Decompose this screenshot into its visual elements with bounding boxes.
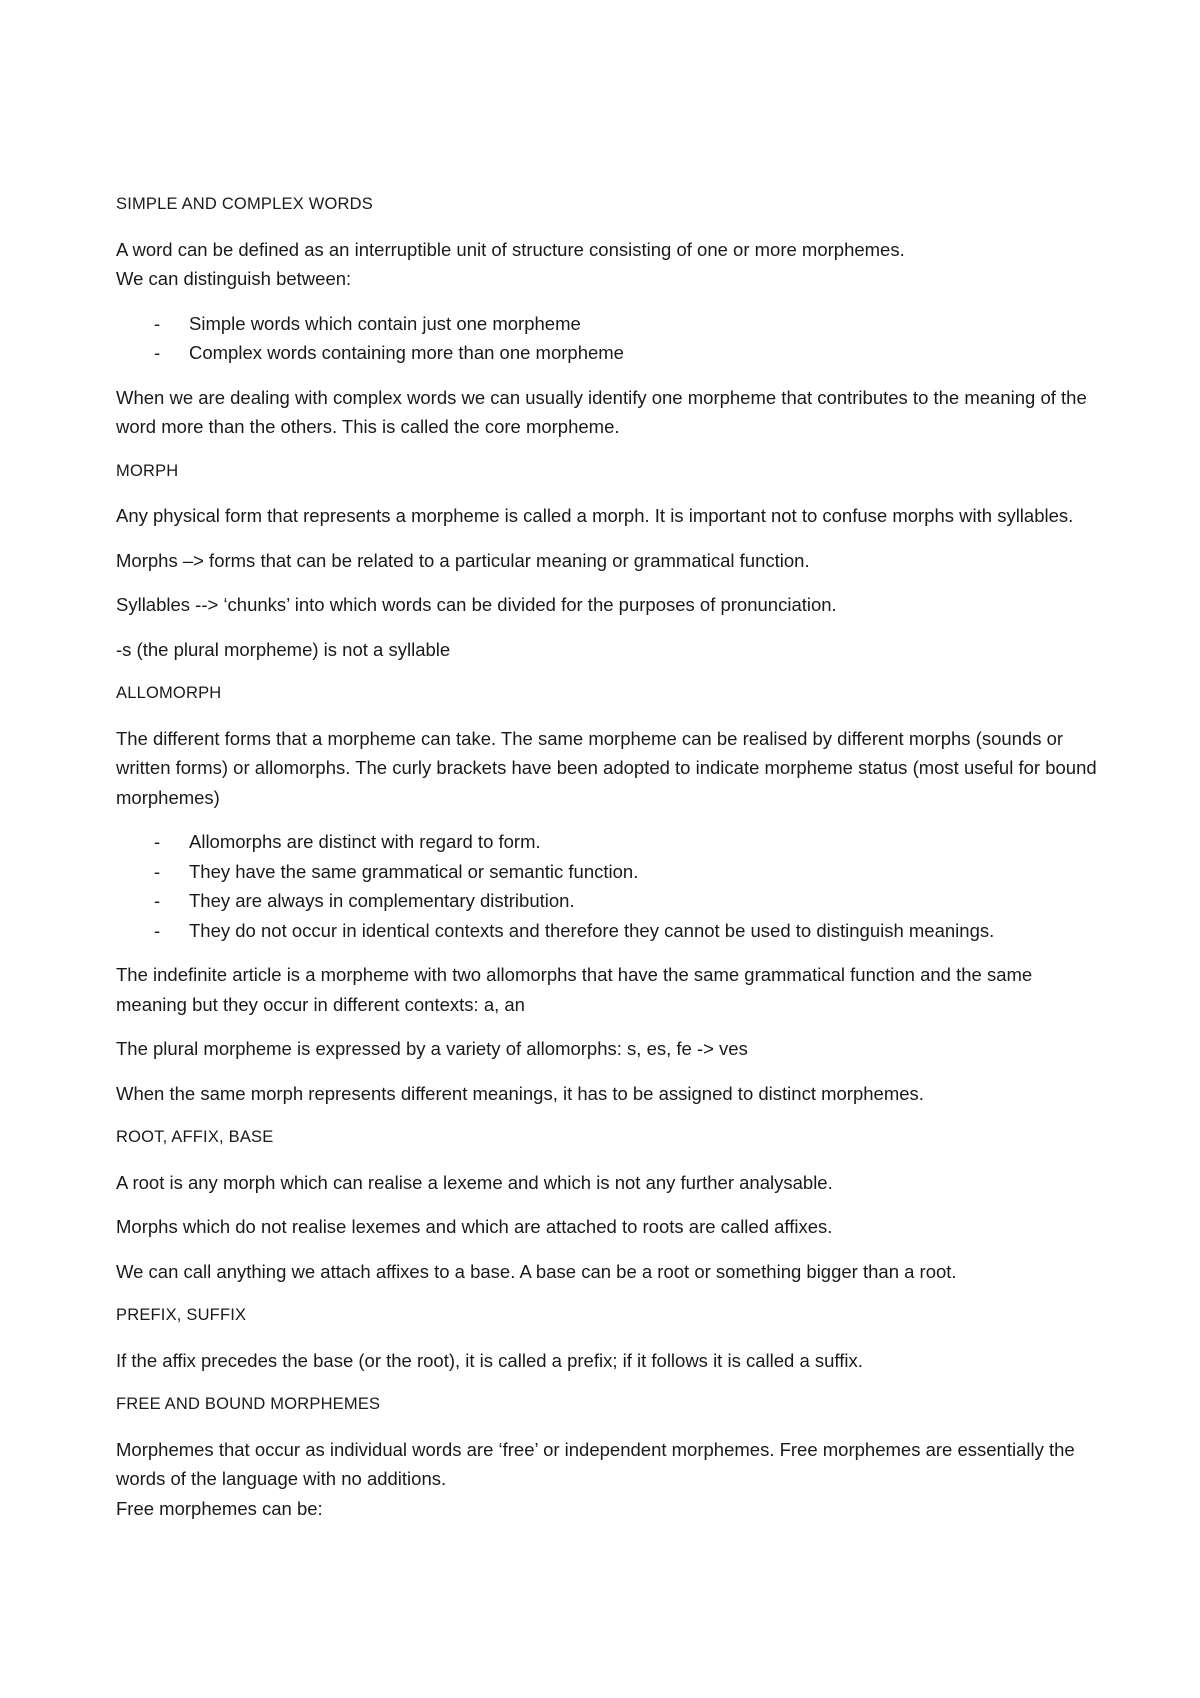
list-item-text: Simple words which contain just one morpheme xyxy=(189,312,581,334)
paragraph: Morphemes that occur as individual words are ‘free’ or independent morphemes. Free morphemes are essentially the words of the language with no additions. xyxy=(116,1438,1075,1489)
paragraph: When the same morph represents different meanings, it has to be assigned to distinct morphemes. xyxy=(116,1082,924,1104)
list-item-text: They do not occur in identical contexts and therefore they cannot be used to distinguish meanings. xyxy=(189,919,995,941)
list-item xyxy=(116,916,1106,946)
list-item-text: They have the same grammatical or semantic function. xyxy=(189,860,639,882)
list-item xyxy=(116,886,1106,916)
dash-bullet: - xyxy=(154,860,161,882)
paragraph: The indefinite article is a morpheme with two allomorphs that have the same grammatical function and the same meaning but they occur in different contexts: a, an xyxy=(116,964,1033,1015)
list-item-text: Allomorphs are distinct with regard to form. xyxy=(189,831,541,852)
section-heading-simple-complex-words: SIMPLE AND COMPLEX WORDS xyxy=(116,195,373,213)
list-item-text: They are always in complementary distribution. xyxy=(189,890,575,911)
section-heading-free-bound-morphemes: FREE AND BOUND MORPHEMES xyxy=(116,1395,381,1413)
section-heading-morph: MORPH xyxy=(116,461,179,480)
list-item-text: Complex words containing more than one morpheme xyxy=(189,342,624,363)
dash-bullet: - xyxy=(154,831,161,852)
paragraph: -s (the plural morpheme) is not a syllable xyxy=(116,638,451,660)
list-item xyxy=(116,857,1106,887)
paragraph: When we are dealing with complex words we can usually identify one morpheme that contributes to the meaning of the word more than the others. This is called the core morpheme. xyxy=(116,386,1087,437)
paragraph: Free morphemes can be: xyxy=(116,1497,323,1519)
list-item xyxy=(116,309,1106,339)
paragraph: We can distinguish between: xyxy=(116,268,352,289)
paragraph: Morphs which do not realise lexemes and which are attached to roots are called affixes. xyxy=(116,1216,833,1237)
dash-bullet: - xyxy=(154,342,161,363)
section-heading-root-affix-base: ROOT, AFFIX, BASE xyxy=(116,1128,274,1146)
paragraph: The different forms that a morpheme can take. The same morpheme can be realised by different morphs (sounds or written forms) or allomorphs. The curly brackets have been adopted to indicate morpheme status (most useful for bound morphemes) xyxy=(116,727,1097,808)
paragraph: A word can be defined as an interruptible unit of structure consisting of one or more morphemes. xyxy=(116,238,905,260)
paragraph: Any physical form that represents a morpheme is called a morph. It is important not to confuse morphs with syllables. xyxy=(116,505,1074,526)
bullet-list xyxy=(116,827,1106,945)
dash-bullet: - xyxy=(154,890,161,911)
paragraph: The plural morpheme is expressed by a variety of allomorphs: s, es, fe -> ves xyxy=(116,1038,748,1059)
bullet-list xyxy=(116,309,1106,368)
paragraph: Morphs –> forms that can be related to a particular meaning or grammatical function. xyxy=(116,549,810,571)
paragraph: We can call anything we attach affixes to a base. A base can be a root or something bigger than a root. xyxy=(116,1260,957,1282)
paragraph: A root is any morph which can realise a lexeme and which is not any further analysable. xyxy=(116,1171,833,1193)
dash-bullet: - xyxy=(154,919,161,941)
list-item xyxy=(116,338,1106,368)
paragraph: If the affix precedes the base (or the root), it is called a prefix; if it follows it is called a suffix. xyxy=(116,1349,863,1371)
document-body xyxy=(116,190,1106,1538)
section-heading-allomorph: ALLOMORPH xyxy=(116,684,222,702)
list-item xyxy=(116,827,1106,857)
dash-bullet: - xyxy=(154,312,161,334)
paragraph: Syllables --> ‘chunks’ into which words can be divided for the purposes of pronunciation. xyxy=(116,594,837,615)
section-heading-prefix-suffix: PREFIX, SUFFIX xyxy=(116,1306,247,1324)
